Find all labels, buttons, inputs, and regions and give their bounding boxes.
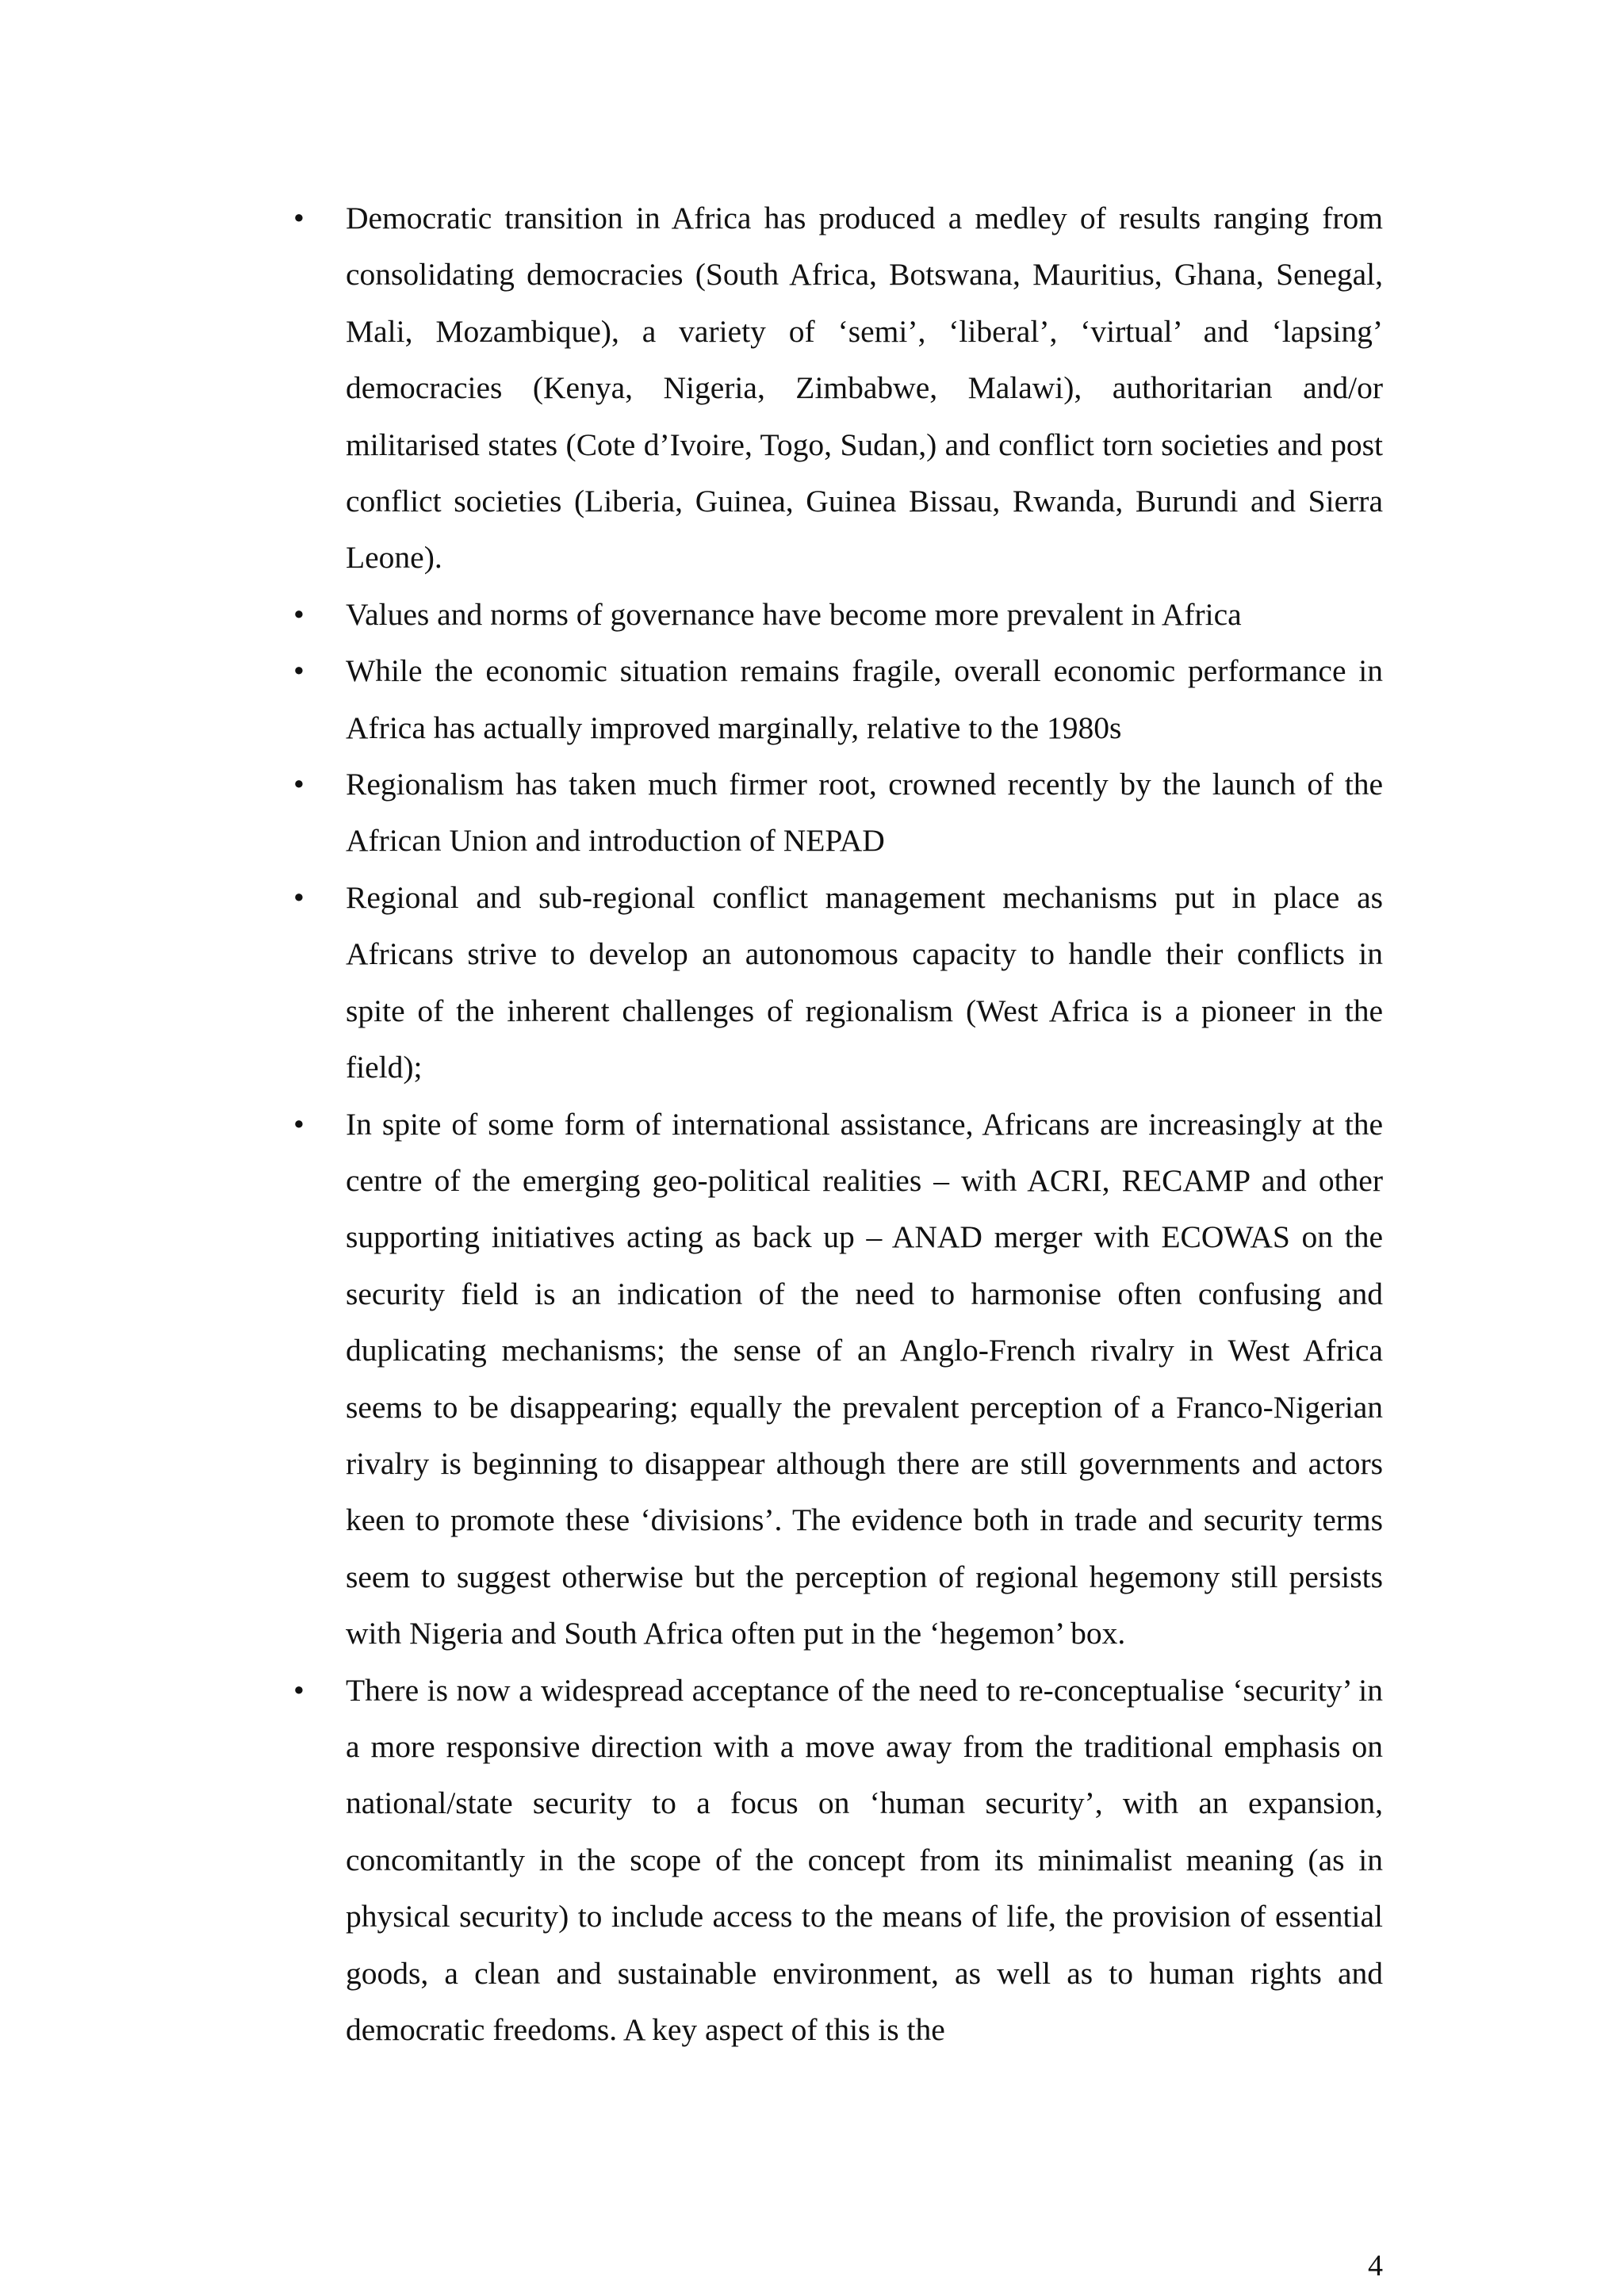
bullet-item-economic-situation: • While the economic situation remains fragile, overall economic performance in Africa has actually improved marginally, relative to the 1980s xyxy=(293,643,1383,756)
bullet-item-governance-values: • Values and norms of governance have become more prevalent in Africa xyxy=(293,587,1383,643)
bullet-item-conflict-management: • Regional and sub-regional conflict management mechanisms put in place as Africans strive to develop an autonomous capacity to handle their conflicts in spite of the inherent challenges of regionalism (West Africa is a pioneer in the field); xyxy=(293,870,1383,1096)
bullet-list xyxy=(293,190,1383,2058)
bullet-item-international-assistance: • In spite of some form of international assistance, Africans are increasingly at the centre of the emerging geo-political realities – with ACRI, RECAMP and other supporting initiatives acting as back up – ANAD merger with ECOWAS on the security field is an indication of the need to harmonise often confusing and duplicating mechanisms; the sense of an Anglo-French rivalry in West Africa seems to be disappearing; equally the prevalent perception of a Franco-Nigerian rivalry is beginning to disappear although there are still governments and actors keen to promote these ‘divisions’. The evidence both in trade and security terms seem to suggest otherwise but the perception of regional hegemony still persists with Nigeria and South Africa often put in the ‘hegemon’ box. xyxy=(293,1096,1383,1663)
bullet-item-democratic-transition: • Democratic transition in Africa has produced a medley of results ranging from consolidating democracies (South Africa, Botswana, Mauritius, Ghana, Senegal, Mali, Mozambique), a variety of ‘semi’, ‘liberal’, ‘virtual’ and ‘lapsing’ democracies (Kenya, Nigeria, Zimbabwe, Malawi), authoritarian and/or militarised states (Cote d’Ivoire, Togo, Sudan,) and conflict torn societies and post conflict societies (Liberia, Guinea, Guinea Bissau, Rwanda, Burundi and Sierra Leone). xyxy=(293,190,1383,587)
bullet-item-regionalism: • Regionalism has taken much firmer root, crowned recently by the launch of the African Union and introduction of NEPAD xyxy=(293,756,1383,870)
page-number: 4 xyxy=(1368,2249,1383,2283)
bullet-item-human-security: • There is now a widespread acceptance of the need to re-conceptualise ‘security’ in a more responsive direction with a move away from the traditional emphasis on national/state security to a focus on ‘human security’, with an expansion, concomitantly in the scope of the concept from its minimalist meaning (as in physical security) to include access to the means of life, the provision of essential goods, a clean and sustainable environment, as well as to human rights and democratic freedoms. A key aspect of this is the xyxy=(293,1663,1383,2059)
